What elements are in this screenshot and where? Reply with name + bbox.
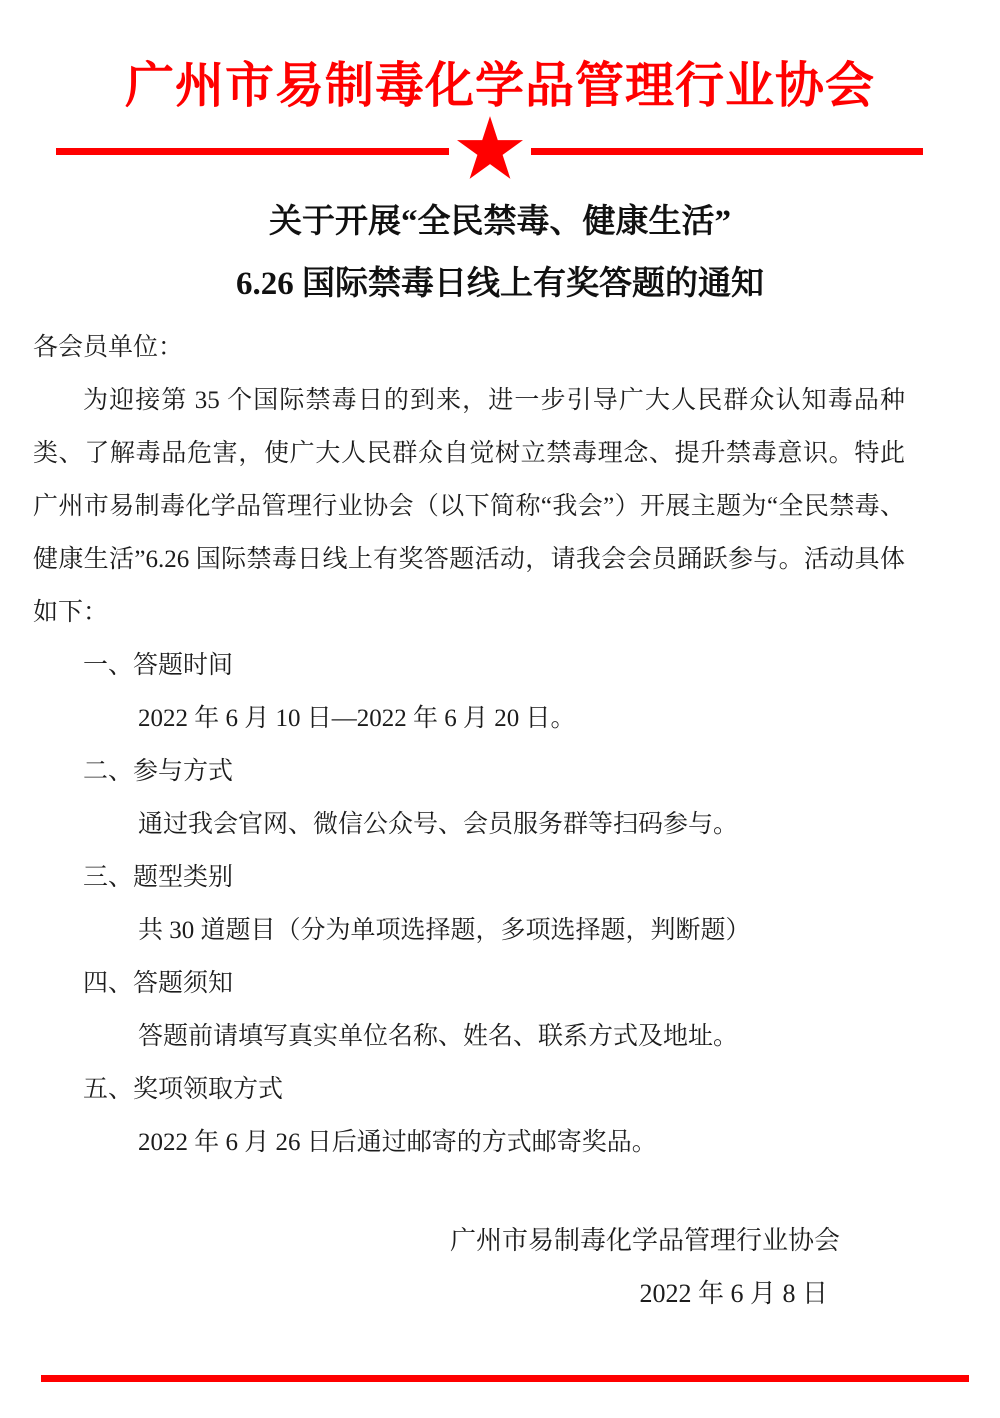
section-4 <box>33 957 905 1063</box>
salutation: 各会员单位： <box>33 334 184 361</box>
section-4-content: 答题前请填写真实单位名称、姓名、联系方式及地址。 <box>138 1023 739 1050</box>
divider-line-left <box>56 148 449 155</box>
notice-title-line1: 关于开展“全民禁毒、健康生活” <box>269 204 731 240</box>
notice-body <box>0 321 1000 1320</box>
section-5-content: 2022 年 6 月 26 日后通过邮寄的方式邮寄奖品。 <box>138 1129 657 1156</box>
section-4-heading: 四、答题须知 <box>83 970 234 997</box>
section-1 <box>33 639 905 745</box>
section-2-content: 通过我会官网、微信公众号、会员服务群等扫码参与。 <box>138 811 739 838</box>
signature-date: 2022 年 6 月 8 日 <box>639 1279 828 1308</box>
red-star-icon <box>457 116 523 179</box>
section-3 <box>33 851 905 957</box>
section-2-heading: 二、参与方式 <box>83 758 234 785</box>
section-2 <box>33 745 905 851</box>
section-3-content: 共 30 道题目（分为单项选择题，多项选择题，判断题） <box>138 917 751 944</box>
letterhead-divider <box>56 119 923 183</box>
notice-title-line2: 6.26 国际禁毒日线上有奖答题的通知 <box>236 266 764 302</box>
letterhead-org-title: 广州市易制毒化学品管理行业协会 <box>124 58 875 113</box>
signature-org: 广州市易制毒化学品管理行业协会 <box>449 1226 840 1255</box>
bottom-divider <box>41 1375 969 1382</box>
section-5-heading: 五、奖项领取方式 <box>83 1076 284 1103</box>
section-1-heading: 一、答题时间 <box>83 652 234 679</box>
intro-paragraph: 为迎接第 35 个国际禁毒日的到来，进一步引导广大人民群众认知毒品种类、了解毒品危害，使广大人民群众自觉树立禁毒理念、提升禁毒意识。特此广州市易制毒化学品管理行业协会（以下简称“我会”）开展主题为“全民禁毒、健康生活”6.26 国际禁毒日线上有奖答题活动，请我会会员踊跃参与。活动具体如下： <box>33 387 905 626</box>
section-1-content: 2022 年 6 月 10 日—2022 年 6 月 20 日。 <box>138 705 576 732</box>
divider-line-right <box>531 148 924 155</box>
signature-block <box>33 1214 905 1320</box>
section-3-heading: 三、题型类别 <box>83 864 234 891</box>
section-5 <box>33 1063 905 1169</box>
